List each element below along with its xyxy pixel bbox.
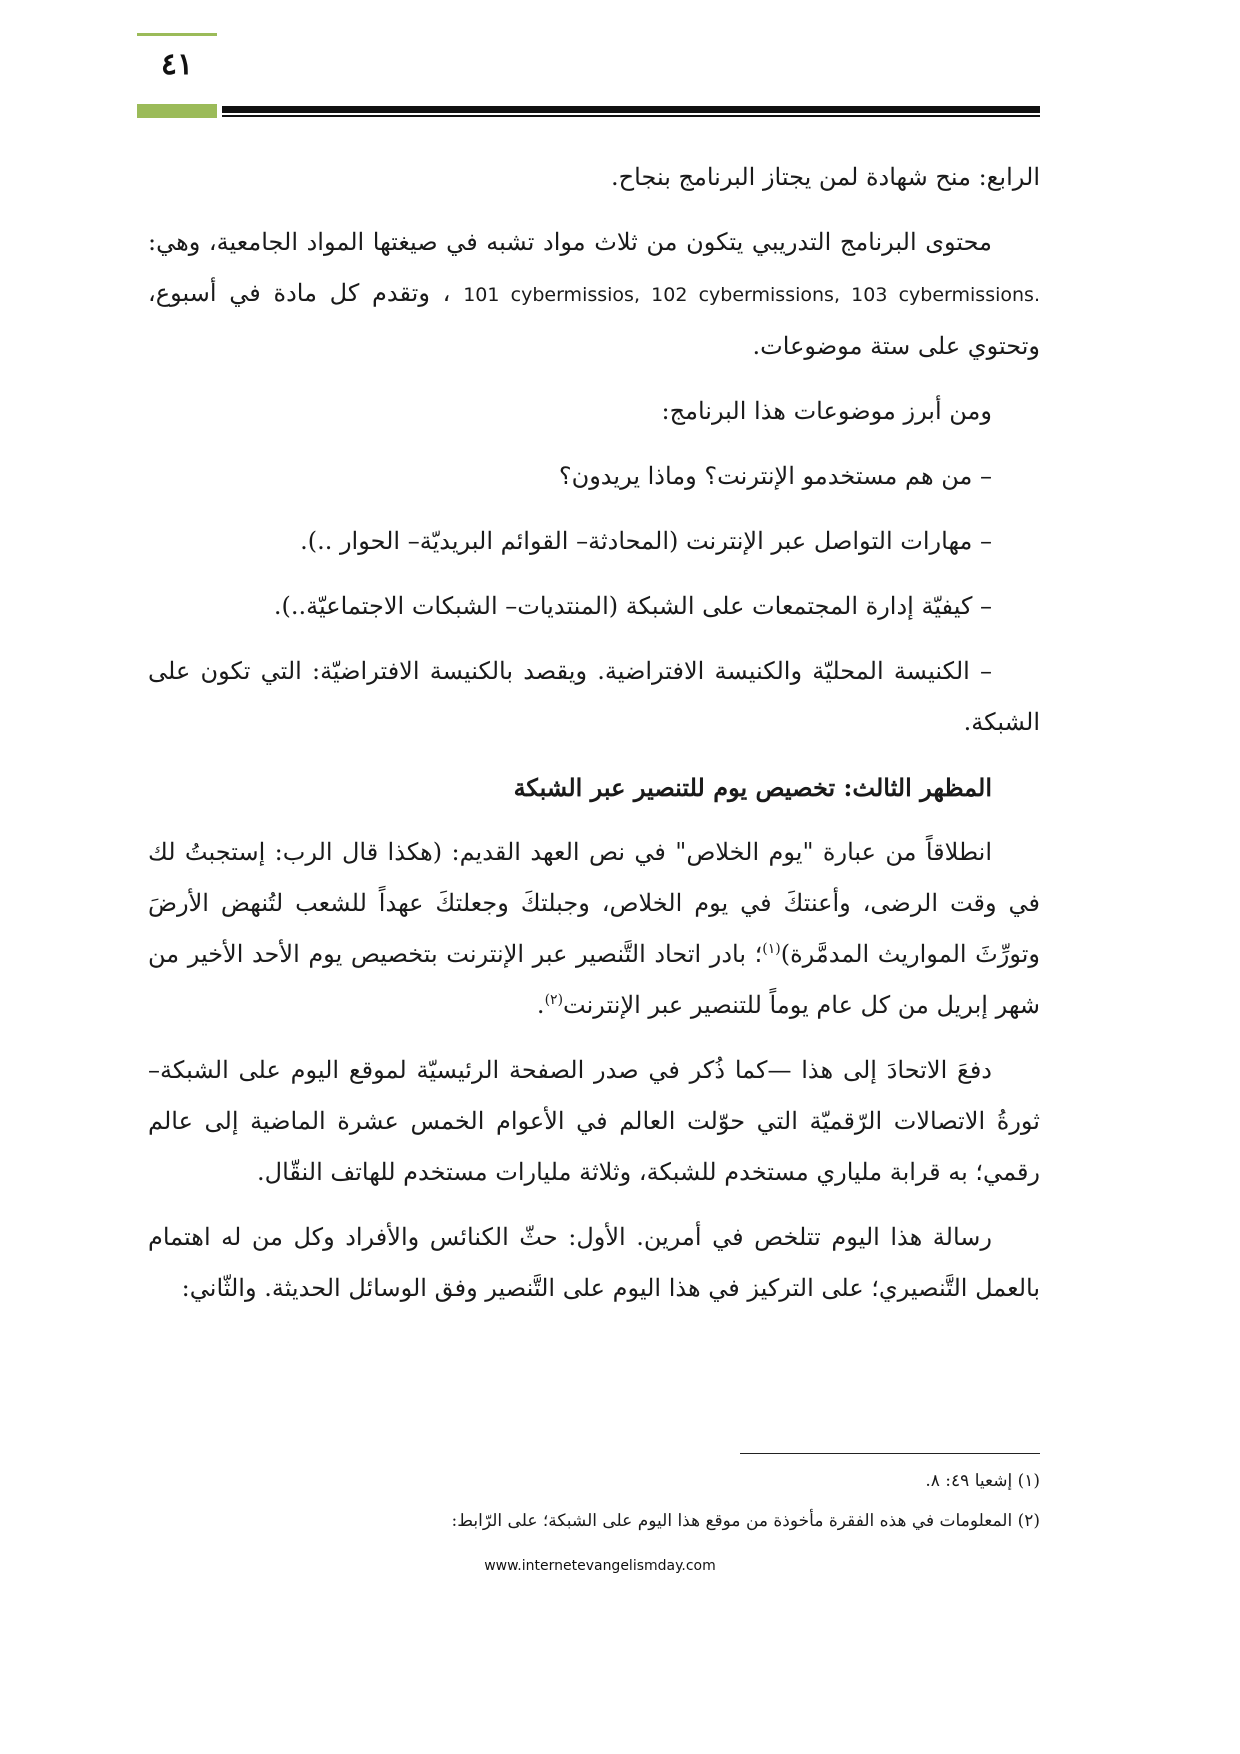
header-rule-thin [222,115,1040,117]
paragraph-day-message: رسالة هذا اليوم تتلخص في أمرين. الأول: حثّ الكنائس والأفراد وكل من له اهتمام بالعمل التَّنصيري؛ على التركيز في هذا اليوم على التَّنصير وفق الوسائل الحديثة. والثّاني: [148,1223,1040,1302]
footnote-1: (١) إشعيا ٤٩: ٨. [925,1471,1040,1491]
list-item: – الكنيسة المحليّة والكنيسة الافتراضية. ويقصد بالكنيسة الافتراضيّة: التي تكون على الشبكة. [148,657,1040,736]
paragraph-program-content [148,217,1040,372]
course-codes: 101 cybermissios, 102 cybermissions, 103 cybermissions. [463,284,1040,306]
page-number: ٤١ [160,47,194,82]
paragraph-text: ؛ بادر اتحاد التَّنصير عبر الإنترنت بتخصيص يوم الأحد الأخير من شهر إبريل من كل عام يوماً للتنصير عبر الإنترنت [148,940,1040,1019]
section-heading [148,762,1040,813]
heading-title: تخصيص يوم للتنصير عبر الشبكة [513,773,836,802]
paragraph-text: انطلاقاً من عبارة "يوم الخلاص" في نص العهد القديم: (هكذا قال الرب: إستجبتُ لك في وقت الرضى، وأعنتكَ في يوم الخلاص، وجبلتكَ وجعلتكَ عهداً للشعب لتُنهض الأرضَ وتورِّثَ المواريث المدمَّرة) [148,838,1040,968]
paragraph-digital-revolution: دفعَ الاتحادَ إلى هذا —كما ذُكر في صدر الصفحة الرئيسيّة لموقع اليوم على الشبكة– ثورةُ الاتصالات الرّقميّة التي حوّلت العالم في الأعوام الخمس عشرة الماضية إلى عالم رقمي؛ به قرابة ملياري مستخدم للشبكة، وثلاثة مليارات مستخدم للهاتف النقّال. [148,1056,1040,1186]
paragraph-fourth: الرابع: منح شهادة لمن يجتاز البرنامج بنجاح. [611,163,1040,191]
footnote-ref-2[interactable]: (٢) [544,992,564,1008]
footnote-2: (٢) المعلومات في هذه الفقرة مأخوذة من موقع هذا اليوم على الشبكة؛ على الرّابط: [451,1511,1040,1531]
list-item: – كيفيّة إدارة المجتمعات على الشبكة (المنتديات– الشبكات الاجتماعيّة..). [273,592,992,620]
paragraph-text: ، وتقدم كل مادة في أسبوع، وتحتوي على ستة موضوعات. [148,279,1040,360]
list-item: – مهارات التواصل عبر الإنترنت (المحادثة– القوائم البريديّة– الحوار ..). [300,527,992,555]
list-item: – من هم مستخدمو الإنترنت؟ وماذا يريدون؟ [558,462,992,490]
header-rule [222,106,1040,113]
heading-prefix: المظهر الثالث: [843,773,992,802]
footnote-ref-1[interactable]: (١) [762,941,781,957]
paragraph-topics-intro: ومن أبرز موضوعات هذا البرنامج: [661,397,992,425]
header-accent-bar [137,104,217,118]
footnote-separator [740,1453,1040,1454]
footnotes [300,1468,1040,1548]
paragraph-text: . [536,991,545,1019]
header-accent-line [137,33,217,36]
paragraph-salvation-day [148,827,1040,1031]
page-body [148,152,1040,1328]
footnote-url-link[interactable]: www.internetevangelismday.com [484,1558,716,1574]
paragraph-text: محتوى البرنامج التدريبي يتكون من ثلاث مواد تشبه في صيغتها المواد الجامعية، وهي: [148,228,992,256]
